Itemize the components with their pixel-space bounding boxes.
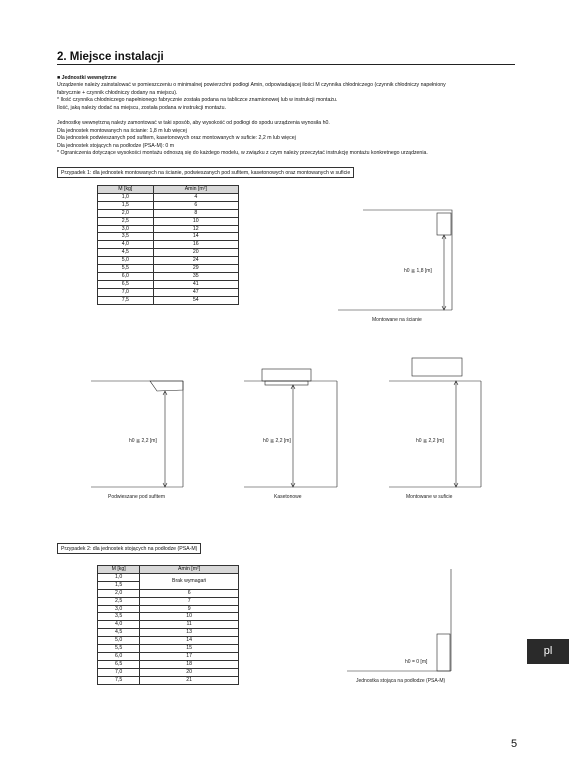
floor-dimension-label: h0 = 0 [m] — [405, 659, 428, 665]
table-cell-m: 4,5 — [98, 629, 140, 637]
wall-outline — [363, 210, 452, 310]
table-cell-amin: 20 — [140, 668, 239, 676]
table-cell-m: 5,5 — [98, 265, 154, 273]
height-note-5: * Ograniczenia dotyczące wysokości montażu odnoszą się do każdego modelu, w związku z czym należy przeczytać instrukcję montażu konkretnego urządzenia. — [57, 150, 428, 156]
height-note-2: Dla jednostek montowanych na ścianie: 1,8 m lub więcej — [57, 127, 187, 134]
cassette-unit-icon — [262, 369, 311, 381]
table-cell-amin: 8 — [153, 209, 238, 217]
table-cell-amin: 11 — [140, 621, 239, 629]
table-cell-m: 2,0 — [98, 589, 140, 597]
cassette-panel-icon — [265, 381, 308, 385]
table-cell-m: 3,0 — [98, 605, 140, 613]
table-cell-m: 7,5 — [98, 676, 140, 684]
table-cell-m: 2,5 — [98, 597, 140, 605]
intro-line-3: * Ilość czynnika chłodniczego napełnionego fabrycznie została podana na tabliczce znamionowej lub w instrukcji montażu. — [57, 97, 338, 103]
table-cell-amin: 13 — [140, 629, 239, 637]
floor-caption: Jednostka stojąca na podłodze (PSA-M) — [356, 678, 446, 684]
table-cell-m: 6,5 — [98, 280, 154, 288]
intro-line-1: Urządzenie należy zainstalować w pomieszczeniu o minimalnej powierzchni podłogi Amin, odpowiadającej ilości M czynnika chłodniczego (czynnik chłodniczy napełniony — [57, 82, 446, 88]
table-cell-amin: 35 — [153, 272, 238, 280]
table-cell-m: 4,0 — [98, 241, 154, 249]
table-cell-m: 4,5 — [98, 249, 154, 257]
table-cell-m: 7,5 — [98, 296, 154, 304]
table-cell-m: 3,0 — [98, 225, 154, 233]
table-cell-m: 5,0 — [98, 637, 140, 645]
table-cell-m: 6,0 — [98, 652, 140, 660]
table-cell-amin: 18 — [140, 660, 239, 668]
page-title: 2. Miejsce instalacji — [57, 51, 164, 63]
table-header-amin: Amin [m²] — [153, 186, 238, 194]
table-cell-amin: 24 — [153, 257, 238, 265]
height-note-3: Dla jednostek podwieszanych pod sufitem, kasetonowych oraz montowanych w suficie: 2,2 m lub więcej — [57, 135, 296, 141]
table-cell-amin: 6 — [153, 201, 238, 209]
table-cell-amin: 10 — [140, 613, 239, 621]
table-cell-m: 3,5 — [98, 613, 140, 621]
section-title: ■ Jednostki wewnętrzne — [57, 75, 117, 81]
table-cell-m: 1,0 — [98, 193, 154, 201]
intro-line-4: Ilość, jaką należy dodać na miejscu, została podana w instrukcji montażu. — [57, 104, 226, 111]
table-cell-amin: 21 — [140, 676, 239, 684]
table-cell-m: 1,5 — [98, 581, 140, 589]
table-cell-amin: 6 — [140, 589, 239, 597]
floor-unit-icon — [437, 634, 450, 671]
table-cell-m: 7,0 — [98, 668, 140, 676]
table-cell-amin: 20 — [153, 249, 238, 257]
case1-label: Przypadek 1: dla jednostek montowanych na ścianie, podwieszanych pod sufitem, kasetonowych oraz montowanych w suficie — [57, 167, 354, 178]
intro-line-2: fabrycznie + czynnik chłodniczy dodany na miejscu). — [57, 89, 178, 96]
wall-unit-icon — [437, 213, 451, 235]
table-cell-amin: 14 — [140, 637, 239, 645]
table-cell-m: 1,5 — [98, 201, 154, 209]
table-cell-amin: 14 — [153, 233, 238, 241]
table-cell-m: 1,0 — [98, 573, 140, 581]
height-note-1: Jednostkę wewnętrzną należy zamontować w taki sposób, aby wysokość od podłogi do spodu urządzenia wynosiła h0. — [57, 120, 330, 126]
table-cell-amin: 15 — [140, 645, 239, 653]
table-cell-amin: 4 — [153, 193, 238, 201]
cassette-dimension-label: h0 ≧ 2,2 [m] — [263, 438, 291, 444]
table-header-amin: Amin [m²] — [140, 566, 239, 574]
table-cell-amin: 9 — [140, 605, 239, 613]
table-cell-amin: 47 — [153, 288, 238, 296]
table-cell-amin: 7 — [140, 597, 239, 605]
wall-dimension-label: h0 ≧ 1,8 [m] — [404, 268, 432, 274]
ceiling-unit-icon — [150, 381, 183, 391]
wall-caption: Montowane na ścianie — [372, 317, 422, 323]
table-cell-m: 3,5 — [98, 233, 154, 241]
table-cell-amin: 16 — [153, 241, 238, 249]
table-cell-m: 4,0 — [98, 621, 140, 629]
table-header-m: M [kg] — [98, 186, 154, 194]
table-cell-amin: 17 — [140, 652, 239, 660]
table-cell-m: 7,0 — [98, 288, 154, 296]
language-tab: pl — [527, 639, 569, 664]
table-cell-amin: 12 — [153, 225, 238, 233]
table-cell-m: 2,5 — [98, 217, 154, 225]
concealed-unit-icon — [412, 358, 462, 376]
concealed-caption: Montowane w suficie — [406, 494, 453, 500]
table-cell-amin: 10 — [153, 217, 238, 225]
ceiling-caption: Podwieszane pod sufitem — [108, 494, 165, 500]
table-cell-m: 6,0 — [98, 272, 154, 280]
concealed-dimension-label: h0 ≧ 2,2 [m] — [416, 438, 444, 444]
table-cell-m: 5,5 — [98, 645, 140, 653]
table-cell-amin: 41 — [153, 280, 238, 288]
case2-label: Przypadek 2: dla jednostek stojących na podłodze (PSA-M) — [57, 543, 201, 554]
table-cell-m: 5,0 — [98, 257, 154, 265]
ceiling-dimension-label: h0 ≧ 2,2 [m] — [129, 438, 157, 444]
height-note-4: Dla jednostek stojących na podłodze (PSA-M): 0 m — [57, 142, 175, 149]
table-cell-m: 2,0 — [98, 209, 154, 217]
page-number: 5 — [511, 738, 518, 750]
table-header-m: M [kg] — [98, 566, 140, 574]
cassette-caption: Kasetonowe — [274, 494, 302, 500]
table-cell-amin: 29 — [153, 265, 238, 273]
table-cell-amin: 54 — [153, 296, 238, 304]
table-cell-m: 6,5 — [98, 660, 140, 668]
table-cell-amin-merged: Brak wymagań — [140, 573, 239, 589]
